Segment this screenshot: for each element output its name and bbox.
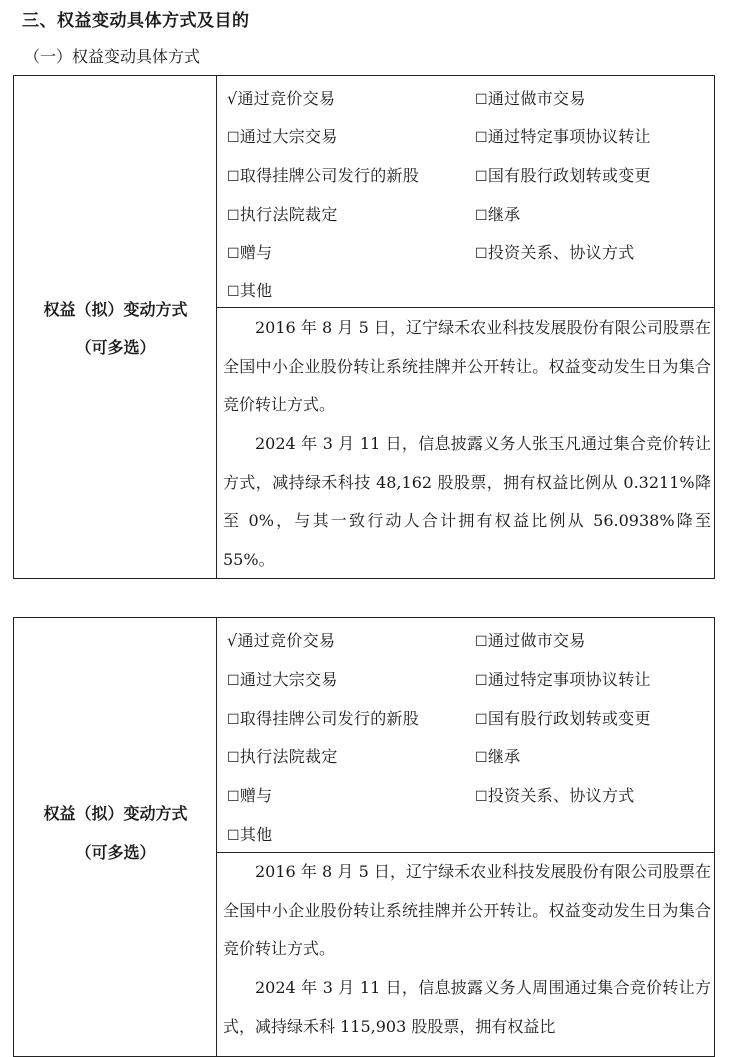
option-investment-agreement[interactable]: ☐投资关系、协议方式: [475, 786, 635, 805]
option-market-making-trade[interactable]: ☐通过做市交易: [475, 89, 586, 108]
option-inheritance[interactable]: ☐继承: [475, 747, 521, 766]
description-paragraph-2: 2024 年 3 月 11 日，信息披露义务人周围通过集合竞价转让方式，减持绿禾科 115,903 股股票，拥有权益比: [223, 978, 711, 1036]
option-gift[interactable]: ☐赠与: [227, 786, 273, 805]
label-cell: [14, 76, 217, 578]
option-market-making-trade[interactable]: ☐通过做市交易: [475, 631, 586, 650]
label-line-2: （可多选）: [75, 843, 156, 862]
option-state-owned-transfer[interactable]: ☐国有股行政划转或变更: [475, 166, 651, 185]
option-other[interactable]: ☐其他: [227, 825, 273, 844]
option-block-trade[interactable]: ☐通过大宗交易: [227, 670, 338, 689]
subsection-heading: （一）权益变动具体方式: [24, 47, 201, 66]
section-heading: 三、权益变动具体方式及目的: [22, 11, 250, 31]
description-paragraph-1: 2016 年 8 月 5 日，辽宁绿禾农业科技发展股份有限公司股票在全国中小企业股份转让系统挂牌并公开转让。权益变动发生日为集合竞价转让方式。: [223, 862, 711, 958]
option-gift[interactable]: ☐赠与: [227, 243, 273, 262]
option-inheritance[interactable]: ☐继承: [475, 205, 521, 224]
label-line-2: （可多选）: [75, 338, 156, 357]
option-specific-agreement-transfer[interactable]: ☐通过特定事项协议转让: [475, 670, 651, 689]
equity-change-table-1: [13, 75, 715, 579]
option-new-shares[interactable]: ☐取得挂牌公司发行的新股: [227, 166, 420, 185]
option-other[interactable]: ☐其他: [227, 281, 273, 300]
option-bidding-trade[interactable]: √通过竞价交易: [227, 89, 336, 108]
option-state-owned-transfer[interactable]: ☐国有股行政划转或变更: [475, 709, 651, 728]
row-divider: [217, 307, 714, 308]
description-paragraph-1: 2016 年 8 月 5 日，辽宁绿禾农业科技发展股份有限公司股票在全国中小企业股份转让系统挂牌并公开转让。权益变动发生日为集合竞价转让方式。: [223, 318, 711, 414]
label-line-1: 权益（拟）变动方式: [43, 300, 188, 319]
option-new-shares[interactable]: ☐取得挂牌公司发行的新股: [227, 709, 420, 728]
label-line-1: 权益（拟）变动方式: [43, 804, 188, 823]
equity-change-table-2: [13, 617, 715, 1057]
description-paragraph-2: 2024 年 3 月 11 日，信息披露义务人张玉凡通过集合竞价转让方式，减持绿禾科技 48,162 股股票，拥有权益比例从 0.3211%降至 0%，与其一致行动人合计拥有权益比例从 56.0938%降至 55%。: [223, 434, 711, 569]
option-court-ruling[interactable]: ☐执行法院裁定: [227, 205, 338, 224]
option-bidding-trade[interactable]: √通过竞价交易: [227, 631, 336, 650]
option-block-trade[interactable]: ☐通过大宗交易: [227, 127, 338, 146]
label-cell: [14, 618, 217, 1056]
option-court-ruling[interactable]: ☐执行法院裁定: [227, 747, 338, 766]
option-investment-agreement[interactable]: ☐投资关系、协议方式: [475, 243, 635, 262]
option-specific-agreement-transfer[interactable]: ☐通过特定事项协议转让: [475, 127, 651, 146]
